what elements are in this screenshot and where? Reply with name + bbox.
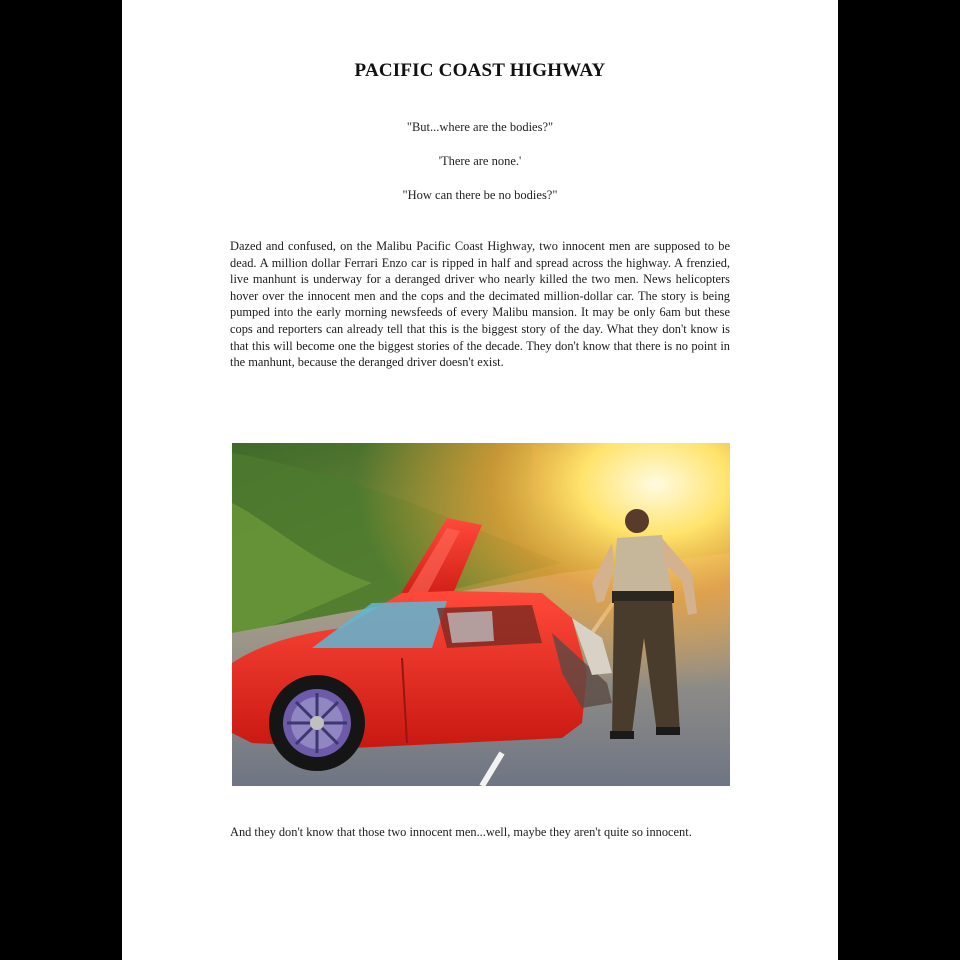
quote-line-3: "How can there be no bodies?" xyxy=(402,188,558,202)
closing-paragraph: And they don't know that those two innocent men...well, maybe they aren't quite so innocent. xyxy=(230,825,692,839)
quote-line-2: 'There are none.' xyxy=(438,154,522,168)
document-title: PACIFIC COAST HIGHWAY xyxy=(354,60,606,81)
body-paragraph: Dazed and confused, on the Malibu Pacific Coast Highway, two innocent men are supposed to be dead. A million dollar Ferrari Enzo car is ripped in half and spread across the highway. A frenzied, live manhunt is underway for a deranged driver who nearly killed the two men. News helicopters hover over the innocent men and the cops and the decimated million-dollar car. The story is being pumped into the early morning newsfeeds of every Malibu mansion. It may be only 6am but these cops and reporters can already tell that this is the biggest story of the day. What they don't know is that this will become one the biggest stories of the decade. They don't know that there is no point in the manhunt, because the deranged driver doesn't exist. xyxy=(230,239,730,370)
document-page xyxy=(122,0,838,960)
quote-line-1: "But...where are the bodies?" xyxy=(406,120,554,134)
crash-photo xyxy=(232,443,730,786)
